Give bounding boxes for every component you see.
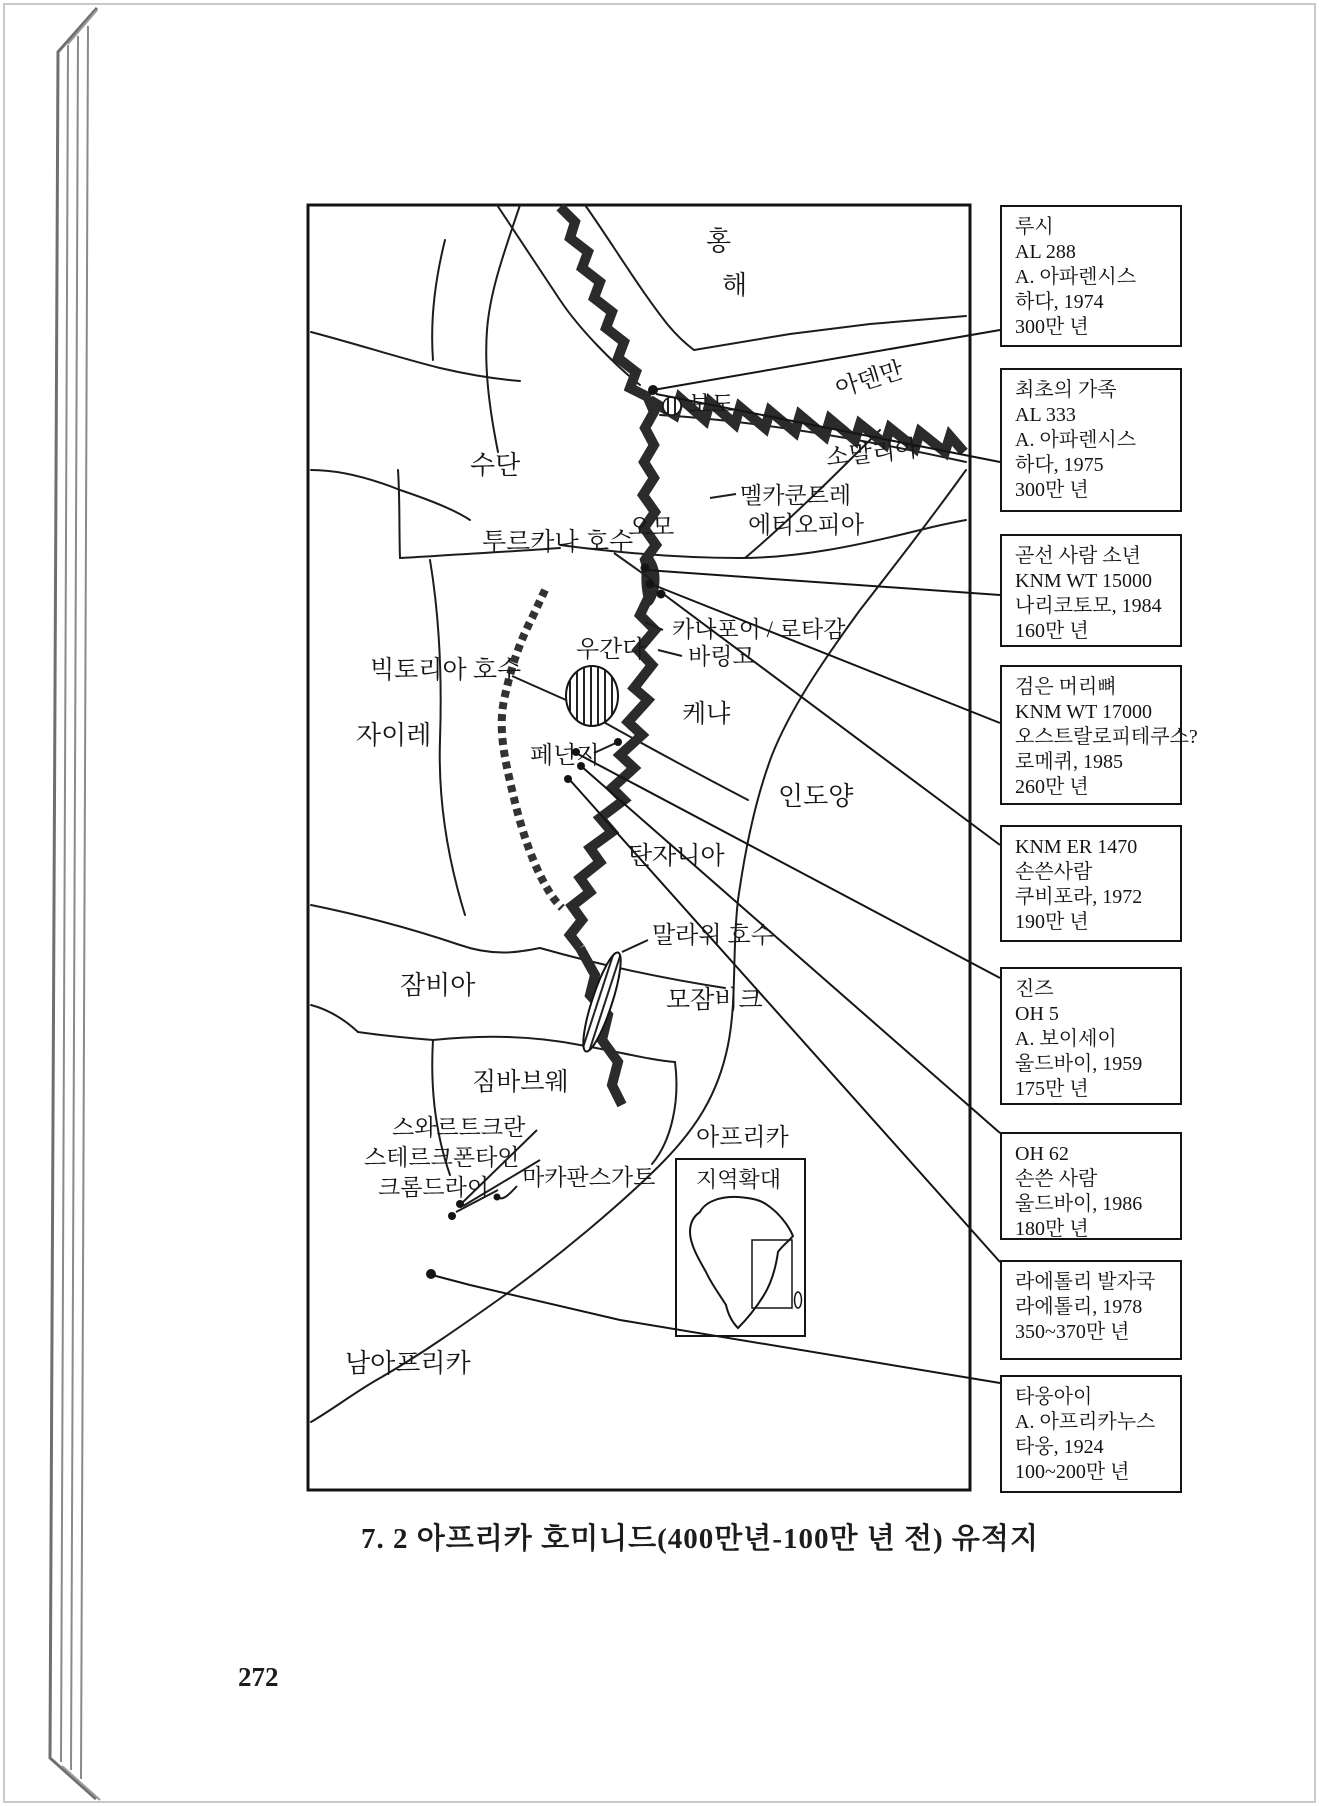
callout-line: KNM WT 15000 — [1015, 570, 1153, 592]
label-tanzania: 탄자니아 — [628, 843, 725, 870]
label-sterkfontein: 스테르크폰타인 — [364, 1145, 520, 1170]
callout-line: 로메퀴, 1985 — [1015, 751, 1123, 773]
callout-line: 라에톨리, 1978 — [1015, 1296, 1143, 1318]
callout-line: 손쓴사람 — [1015, 861, 1093, 883]
callout-line: 손쓴 사람 — [1015, 1168, 1098, 1190]
label-africa: 아프리카 — [696, 1125, 789, 1151]
callout-line: KNM ER 1470 — [1015, 836, 1138, 858]
callout-line: 300만 년 — [1015, 479, 1089, 501]
callout-box-laetoli — [1000, 1260, 1182, 1360]
inset-title: 지역확대 — [696, 1167, 782, 1192]
label-mozambique: 모잠비크 — [666, 987, 763, 1014]
callout-line: 175만 년 — [1015, 1078, 1089, 1100]
label-indian-ocean: 인도양 — [778, 782, 854, 811]
callout-box-knm-er-1470 — [1000, 825, 1182, 942]
callout-line: 하다, 1974 — [1015, 291, 1104, 313]
label-sudan: 수단 — [470, 451, 521, 480]
label-lake-victoria: 빅토리아 호수 — [370, 657, 522, 684]
callout-box-oh-62 — [1000, 1132, 1182, 1240]
callout-line: 100~200만 년 — [1015, 1461, 1130, 1483]
callout-line: 오스트랄로피테쿠스? — [1015, 726, 1198, 748]
callout-line: 260만 년 — [1015, 776, 1089, 798]
label-kenya: 케냐 — [682, 701, 731, 728]
callout-line: 최초의 가족 — [1015, 379, 1117, 401]
figure-caption: 7. 2 아프리카 호미니드(400만년-100만 년 전) 유적지 — [361, 1523, 1039, 1555]
label-zambia: 잠비아 — [400, 971, 476, 1000]
callout-line: 180만 년 — [1015, 1218, 1089, 1240]
book-spine-pages — [50, 8, 100, 1800]
callout-line: A. 아파렌시스 — [1015, 266, 1137, 288]
label-gulf-of-aden: 아덴만 — [832, 357, 907, 403]
callout-box-black-skull — [1000, 665, 1198, 805]
label-zimbabwe: 짐바브웨 — [472, 1069, 569, 1096]
label-omo: 오모 — [628, 515, 675, 541]
callout-line: 루시 — [1015, 216, 1054, 238]
callout-line: A. 아프리카누스 — [1015, 1411, 1156, 1433]
label-zaire: 자이레 — [356, 721, 432, 750]
callout-line: 쿠비포라, 1972 — [1015, 886, 1143, 908]
label-peninj: 페넌지 — [530, 743, 600, 769]
callout-line: OH 62 — [1015, 1143, 1069, 1165]
callout-line: 190만 년 — [1015, 911, 1089, 933]
callout-line: 타웅, 1924 — [1015, 1436, 1104, 1458]
label-red-sea-2: 해 — [722, 271, 748, 300]
label-bodo: 보도 — [688, 392, 735, 418]
label-uganda: 우간다 — [576, 637, 646, 663]
callout-line: A. 아파렌시스 — [1015, 429, 1137, 451]
callout-line: A. 보이세이 — [1015, 1028, 1117, 1050]
callout-line: AL 288 — [1015, 241, 1076, 263]
label-red-sea-1: 홍 — [706, 227, 732, 256]
label-lake-malawi: 말라위 호수 — [652, 923, 774, 949]
callout-line: AL 333 — [1015, 404, 1076, 426]
label-ethiopia: 에티오피아 — [748, 513, 864, 539]
callout-line: 하다, 1975 — [1015, 454, 1104, 476]
label-swartkrans: 스와르트크란 — [392, 1115, 526, 1140]
callout-line: 160만 년 — [1015, 620, 1089, 642]
callout-box-zinj — [1000, 967, 1182, 1105]
label-south-africa: 남아프리카 — [345, 1349, 471, 1378]
callout-line: 라에톨리 발자국 — [1015, 1271, 1156, 1293]
callout-box-taung-child — [1000, 1375, 1182, 1493]
label-melka-kunture: 멜카쿤트레 — [740, 483, 852, 508]
callout-box-turkana-boy — [1000, 534, 1182, 647]
page-number: 272 — [238, 1662, 279, 1692]
label-kanapoi-lothagam: 카나포이 / 로타감 — [672, 617, 846, 642]
label-baringo: 바링고 — [688, 644, 755, 669]
callout-line: 진즈 — [1015, 978, 1054, 1000]
callout-box-first-family — [1000, 368, 1182, 512]
callout-line: OH 5 — [1015, 1003, 1059, 1025]
callout-line: 나리코토모, 1984 — [1015, 595, 1162, 617]
callout-box-lucy — [1000, 205, 1182, 347]
callout-line: 350~370만 년 — [1015, 1321, 1130, 1343]
callout-line: 검은 머리뼈 — [1015, 676, 1117, 698]
callout-line: 울드바이, 1986 — [1015, 1193, 1143, 1215]
callout-line: 울드바이, 1959 — [1015, 1053, 1143, 1075]
label-lake-turkana: 투르카나 호수 — [482, 529, 634, 556]
label-somalia: 소말리아 — [824, 436, 920, 472]
callout-line: KNM WT 17000 — [1015, 701, 1153, 723]
callout-line: 타웅아이 — [1015, 1386, 1093, 1408]
callout-line: 곧선 사람 소년 — [1015, 545, 1141, 567]
callout-line: 300만 년 — [1015, 316, 1089, 338]
label-kromdraai: 크롬드라이 — [378, 1175, 490, 1200]
label-makapansgat: 마카판스가트 — [522, 1165, 656, 1190]
